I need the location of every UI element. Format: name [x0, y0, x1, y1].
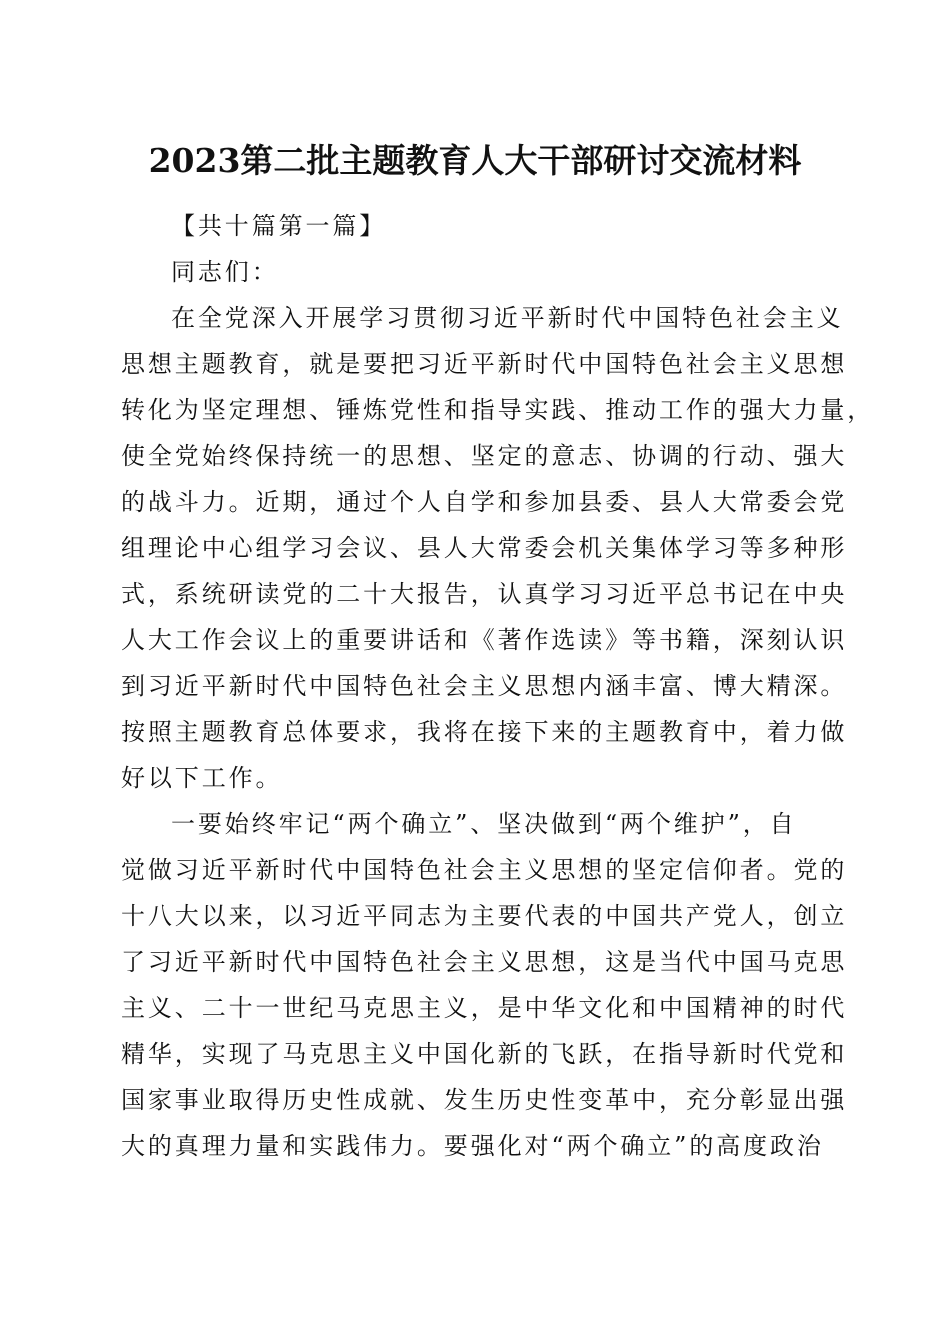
text-line: 一要始终牢记“两个确立”、坚决做到“两个维护”，自 — [171, 810, 797, 838]
text-line: 好以下工作。 — [121, 764, 283, 792]
document-title: 2023第二批主题教育人大干部研讨交流材料 — [148, 141, 802, 180]
document-body — [121, 203, 875, 1169]
text-line: 使全党始终保持统一的思想、坚定的意志、协调的行动、强大 — [121, 442, 848, 470]
text-line: 转化为坚定理想、锤炼党性和指导实践、推动工作的强大力量， — [121, 396, 875, 424]
text-line: 人大工作会议上的重要讲话和《著作选读》等书籍，深刻认识 — [121, 626, 848, 654]
text-line: 十八大以来，以习近平同志为主要代表的中国共产党人，创立 — [121, 902, 848, 930]
text-line: 组理论中心组学习会议、县人大常委会机关集体学习等多种形 — [121, 534, 848, 562]
text-line: 国家事业取得历史性成就、发生历史性变革中，充分彰显出强 — [121, 1086, 848, 1114]
text-line: 【共十篇第一篇】 — [171, 212, 387, 240]
text-line: 的战斗力。近期，通过个人自学和参加县委、县人大常委会党 — [121, 488, 848, 516]
text-line: 觉做习近平新时代中国特色社会主义思想的坚定信仰者。党的 — [121, 856, 848, 884]
text-line: 到习近平新时代中国特色社会主义思想内涵丰富、博大精深。 — [121, 672, 848, 700]
text-line: 了习近平新时代中国特色社会主义思想，这是当代中国马克思 — [121, 948, 848, 976]
text-line: 大的真理力量和实践伟力。要强化对“两个确立”的高度政治 — [121, 1132, 824, 1160]
text-line: 思想主题教育，就是要把习近平新时代中国特色社会主义思想 — [121, 350, 848, 378]
text-line: 主义、二十一世纪马克思主义，是中华文化和中国精神的时代 — [121, 994, 848, 1022]
text-line: 同志们： — [171, 258, 279, 286]
text-line: 按照主题教育总体要求，我将在接下来的主题教育中，着力做 — [121, 718, 848, 746]
text-line: 在全党深入开展学习贯彻习近平新时代中国特色社会主义 — [171, 304, 844, 332]
text-line: 精华，实现了马克思主义中国化新的飞跃，在指导新时代党和 — [121, 1040, 848, 1068]
text-line: 式，系统研读党的二十大报告，认真学习习近平总书记在中央 — [121, 580, 848, 608]
